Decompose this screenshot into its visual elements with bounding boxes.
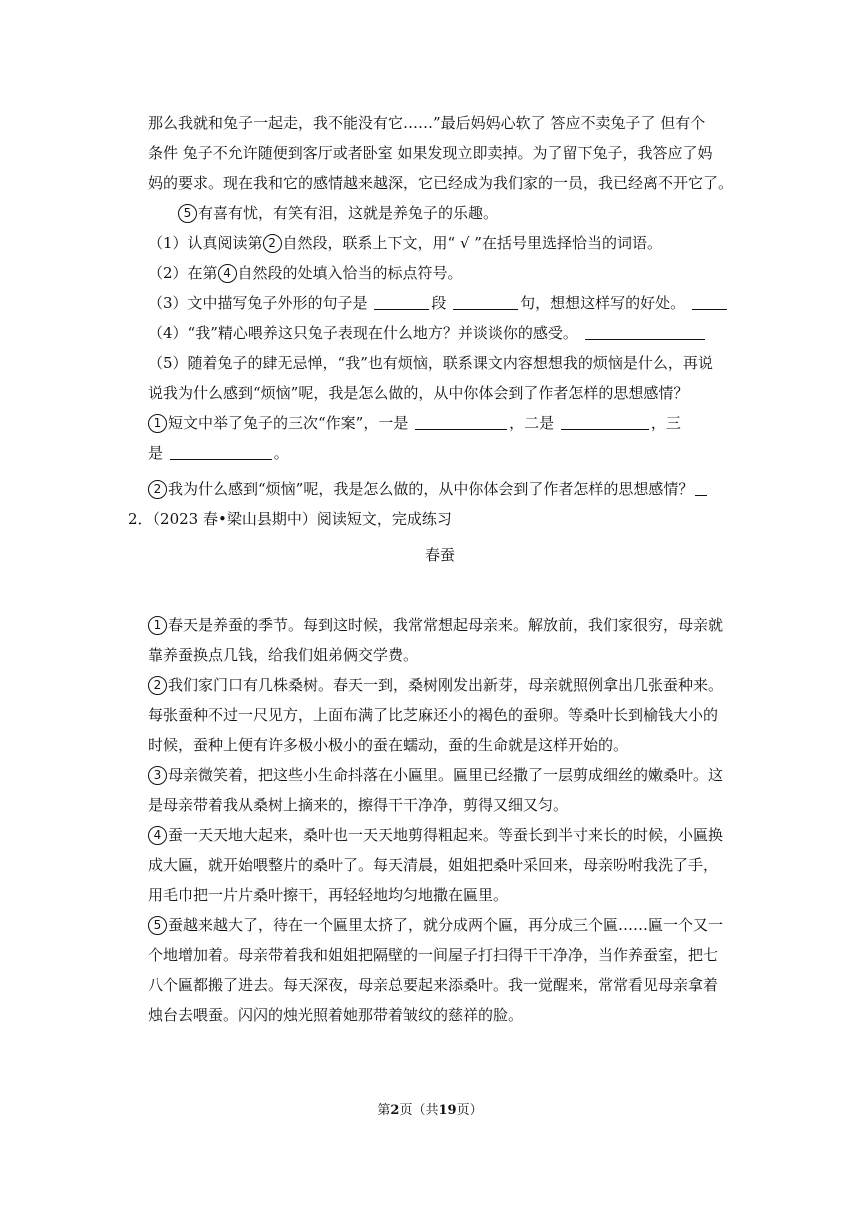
paragraph-text: 烛台去喂蚕。闪闪的烛光照着她那带着皱纹的慈祥的脸。 xyxy=(148,1006,524,1024)
question-text: 段 xyxy=(431,294,447,312)
paragraph-text: 春天是养蚕的季节。每到这时候，我常常想起母亲来。解放前，我们家很穷，母亲就 xyxy=(168,616,724,634)
sub-question-4 xyxy=(148,318,732,348)
paragraph-line: 那么我就和兔子一起走，我不能没有它……”最后妈妈心软了 答应不卖兔子了 但有个 xyxy=(148,114,706,132)
footer-text: 第 xyxy=(377,1103,391,1118)
passage-paragraph xyxy=(148,610,732,640)
question-text: 短文中举了兔子的三次“作案”，一是 xyxy=(168,414,409,432)
paragraph-text: 蚕越来越大了，待在一个匾里太挤了，就分成两个匾，再分成三个匾……匾一个又一 xyxy=(168,916,724,934)
question-text: （4）“我”精心喂养这只兔子表现在什么地方？并谈谈你的感受。 xyxy=(148,324,578,342)
sub-part-2 xyxy=(148,474,732,504)
paragraph-text: 成大匾，就开始喂整片的桑叶了。每天清晨，姐姐把桑叶采回来，母亲吩咐我洗了手， xyxy=(148,856,719,874)
passage-paragraph-line xyxy=(148,970,732,1000)
spacer xyxy=(148,570,732,610)
passage-paragraph-line xyxy=(148,790,732,820)
question-2-header: 2．（2023 春•梁山县期中）阅读短文，完成练习 xyxy=(128,510,452,528)
passage-title: 春蚕 xyxy=(424,546,455,564)
sub-question-5: （5）随着兔子的肆无忌惮，“我”也有烦恼，联系课文内容想想我的烦恼是什么，再说 xyxy=(148,354,713,372)
passage-paragraph-line xyxy=(148,850,732,880)
paragraph-text: 个地增加着。母亲带着我和姐姐把隔壁的一间屋子打扫得干干净净，当作养蚕室，把七 xyxy=(148,946,719,964)
passage-paragraph-line xyxy=(148,880,732,910)
passage-paragraph-line xyxy=(148,700,732,730)
answer-blank[interactable] xyxy=(585,323,705,340)
paragraph-text: 八个匾都搬了进去。每天深夜，母亲总要起来添桑叶。我一觉醒来，常常看见母亲拿着 xyxy=(148,976,719,994)
question-text: （2）在第 xyxy=(148,264,218,282)
passage-paragraph xyxy=(148,760,732,790)
answer-blank[interactable] xyxy=(170,443,272,460)
paragraph-5 xyxy=(148,198,732,228)
circled-number: 2 xyxy=(148,676,167,695)
circled-number: 5 xyxy=(148,916,167,935)
question-text: 自然段的处填入恰当的标点符号。 xyxy=(237,264,463,282)
paragraph-line: 条件 兔子不允许随便到客厅或者卧室 如果发现立即卖掉。为了留下兔子，我答应了妈 xyxy=(148,144,713,162)
passage-paragraph xyxy=(148,820,732,850)
circled-number: 3 xyxy=(148,766,167,785)
sub-part-1-cont xyxy=(148,438,732,468)
paragraph-text: 是母亲带着我从桑树上摘来的，擦得干干净净，剪得又细又匀。 xyxy=(148,796,569,814)
page-footer xyxy=(0,1101,860,1121)
page-number: 2 xyxy=(390,1103,400,1118)
paragraph-text: 靠养蚕换点几钱，给我们姐弟俩交学费。 xyxy=(148,646,419,664)
passage-paragraphs xyxy=(148,610,732,1030)
answer-blank[interactable] xyxy=(561,413,649,430)
answer-blank[interactable] xyxy=(695,479,707,496)
question-text: （3）文中描写兔子外形的句子是 xyxy=(148,294,368,312)
circled-number: 5 xyxy=(178,204,197,223)
sub-question-1 xyxy=(148,228,732,258)
question-text: 。 xyxy=(273,444,289,462)
passage-paragraph xyxy=(148,910,732,940)
footer-text: 页（共 xyxy=(399,1103,439,1118)
circled-number: 1 xyxy=(148,414,167,433)
total-pages: 19 xyxy=(438,1103,457,1118)
question-text: 句，想想这样写的好处。 xyxy=(520,294,686,312)
paragraph-text: 有喜有忧，有笑有泪，这就是养兔子的乐趣。 xyxy=(198,204,499,222)
answer-blank[interactable] xyxy=(692,293,727,310)
circled-number: 2 xyxy=(263,234,282,253)
question-text: 自然段，联系上下文，用“ √ ”在括号里选择恰当的词语。 xyxy=(282,234,662,252)
paragraph-text: 每张蚕种不过一尺见方，上面布满了比芝麻还小的褐色的蚕卵。等桑叶长到榆钱大小的 xyxy=(148,706,719,724)
answer-blank[interactable] xyxy=(453,293,518,310)
passage-paragraph-line xyxy=(148,730,732,760)
sub-question-3 xyxy=(148,288,732,318)
passage-paragraph-line xyxy=(148,640,732,670)
answer-blank[interactable] xyxy=(415,413,507,430)
circled-number: 1 xyxy=(148,616,167,635)
document-body xyxy=(128,108,734,1030)
question-text: ，二是 xyxy=(509,414,555,432)
question-text: 我为什么感到“烦恼”呢，我是怎么做的，从中你体会到了作者怎样的思想感情？ xyxy=(168,480,694,498)
paragraph-text: 蚕一天天地大起来，桑叶也一天天地剪得粗起来。等蚕长到半寸来长的时候，小匾换 xyxy=(168,826,724,844)
question-text: （1）认真阅读第 xyxy=(148,234,263,252)
paragraph-text: 母亲微笑着，把这些小生命抖落在小匾里。匾里已经撒了一层剪成细丝的嫩桑叶。这 xyxy=(168,766,724,784)
passage-paragraph-line xyxy=(148,940,732,970)
circled-number: 4 xyxy=(218,264,237,283)
sub-question-5-cont: 说我为什么感到“烦恼”呢，我是怎么做的，从中你体会到了作者怎样的思想感情？ xyxy=(148,384,689,402)
passage-paragraph xyxy=(148,670,732,700)
paragraph-text: 我们家门口有几株桑树。春天一到，桑树刚发出新芽，母亲就照例拿出几张蚕种来。 xyxy=(168,676,724,694)
paragraph-text: 用毛巾把一片片桑叶擦干，再轻轻地均匀地撒在匾里。 xyxy=(148,886,509,904)
passage-paragraph-line xyxy=(148,1000,732,1030)
sub-part-1 xyxy=(148,408,732,438)
answer-blank[interactable] xyxy=(374,293,429,310)
paragraph-text: 时候，蚕种上便有许多极小极小的蚕在蠕动，蚕的生命就是这样开始的。 xyxy=(148,736,629,754)
circled-number: 4 xyxy=(148,826,167,845)
paragraph-line: 妈的要求。现在我和它的感情越来越深，它已经成为我们家的一员，我已经离不开它了。 xyxy=(148,174,734,192)
footer-text: 页） xyxy=(456,1103,483,1118)
question-text: 是 xyxy=(148,444,164,462)
circled-number: 2 xyxy=(148,480,167,499)
sub-question-2 xyxy=(148,258,732,288)
question-text: ，三 xyxy=(650,414,681,432)
